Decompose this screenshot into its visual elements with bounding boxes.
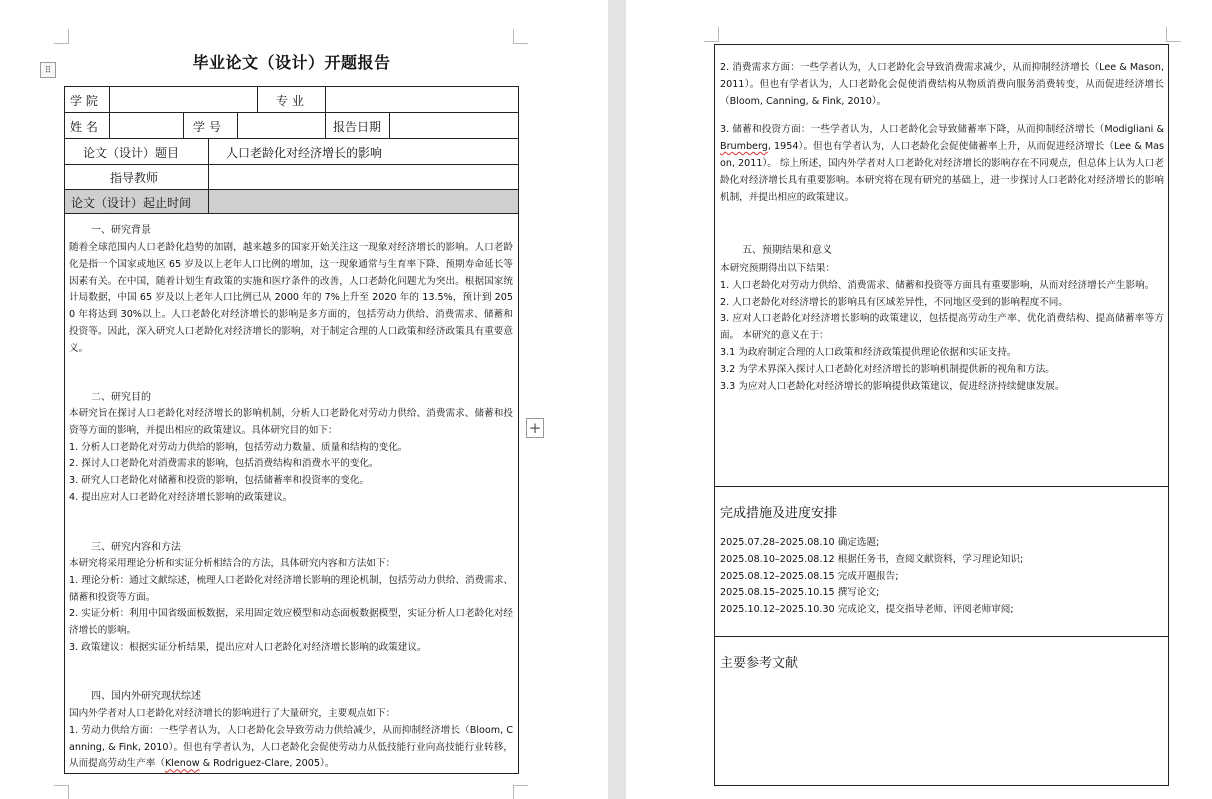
spellcheck-underlined-word[interactable]: Brumberg [720, 141, 768, 153]
table-rule [64, 138, 519, 139]
college-label: 学 院 [70, 94, 98, 108]
table-rule [64, 213, 519, 214]
report-date-label: 报告日期 [333, 120, 382, 134]
paragraph: 本研究预期得出以下结果： [720, 263, 836, 274]
advisor-label: 指导教师 [110, 171, 159, 185]
table-rule [237, 112, 238, 138]
student-id-label: 学 号 [193, 120, 221, 134]
page-gutter [608, 0, 626, 799]
schedule-item: 2025.10.12–2025.10.30 完成论文，提交指导老师、评阅老师审阅; [720, 604, 1014, 616]
section-heading-background: 一、研究背景 [91, 225, 151, 236]
schedule-list[interactable] [720, 535, 1160, 619]
list-item: 3.2 为学术界深入探讨人口老龄化对经济增长的影响机制提供新的视角和方法。 [720, 363, 1055, 375]
list-item: 2. 探讨人口老龄化对消费需求的影响，包括消费结构和消费水平的变化。 [69, 458, 379, 470]
period-label: 论文（设计）起止时间 [71, 196, 192, 210]
table-rule [208, 138, 209, 213]
list-item: 3. 应对人口老龄化对经济增长影响的政策建议，包括提高劳动生产率、优化消费结构、提高储蓄率等方面。 本研究的意义在于： [720, 313, 1164, 342]
list-item [69, 723, 513, 773]
document-title[interactable]: 毕业论文（设计）开题报告 [192, 53, 391, 72]
section-body-expected-results[interactable] [720, 261, 1164, 395]
paragraph: 随着全球范围内人口老龄化趋势的加剧，越来越多的国家开始关注这一现象对经济增长的影响。人口老龄化是指一个国家或地区 65 岁及以上老年人口比例的增加，这一现象通常与生育率下降、预期寿命延长等因素有关。在中国，随着计划生育政策的实施和医疗条件的改善，人口老龄化问题尤为突出。根据国家统计局数据，中国 65 岁及以上老年人口比例已从 2000 年的 7%上升至 2020 年的 13.5%，预计到 2050 年将达到 30%以上。人口老龄化对经济增长的影响是多方面的，包括劳动力供给、消费需求、储蓄和投资等。因此，深入研究人口老龄化对经济增长的影响，对于制定合理的人口政策和经济政策具有重要意义。 [69, 242, 513, 354]
crop-mark [513, 785, 528, 799]
list-item: 1. 分析人口老龄化对劳动力供给的影响，包括劳动力数量、质量和结构的变化。 [69, 441, 408, 453]
section-heading-purpose: 二、研究目的 [91, 392, 151, 403]
crop-mark [54, 785, 69, 799]
table-move-handle-icon[interactable]: ⠿ [40, 62, 56, 78]
table-rule [64, 164, 519, 165]
thesis-title-value[interactable]: 人口老龄化对经济增长的影响 [226, 146, 383, 160]
table-rule [389, 112, 390, 138]
list-item: 1. 理论分析：通过文献综述，梳理人口老龄化对经济增长影响的理论机制，包括劳动力供给、消费需求、储蓄和投资等方面。 [69, 574, 513, 603]
paragraph: 本研究旨在探讨人口老龄化对经济增长的影响机制，分析人口老龄化对劳动力供给、消费需求、储蓄和投资等方面的影响，并提出相应的政策建议。具体研究目的如下： [69, 408, 513, 436]
document-page-right [626, 0, 1212, 799]
table-rule [325, 86, 326, 138]
table-rule [257, 86, 258, 112]
spacer [720, 110, 1164, 122]
list-item [720, 122, 1164, 206]
table-rule [64, 189, 519, 190]
paragraph: 本研究将采用理论分析和实证分析相结合的方法，具体研究内容和方法如下： [69, 558, 396, 569]
section-heading-literature: 四、国内外研究现状综述 [91, 691, 201, 702]
table-rule [109, 86, 110, 138]
section-body-literature-continued[interactable] [720, 60, 1164, 206]
list-item: 2. 人口老龄化对经济增长的影响具有区域差异性，不同地区受到的影响程度不同。 [720, 296, 1068, 308]
list-item: 3.1 为政府制定合理的人口政策和经济政策提供理论依据和实证支持。 [720, 346, 1017, 358]
crop-mark [54, 29, 69, 44]
references-title: 主要参考文献 [720, 656, 799, 671]
name-label: 姓 名 [70, 120, 98, 134]
text-run: 3. 储蓄和投资方面：一些学者认为，人口老龄化会导致储蓄率下降，从而抑制经济增长（Modigliani & [720, 124, 1164, 136]
schedule-item: 2025.07.28–2025.08.10 确定选题; [720, 537, 880, 548]
list-item: 3. 政策建议：根据实证分析结果，提出应对人口老龄化对经济增长影响的政策建议。 [69, 641, 427, 653]
list-item: 3.3 为应对人口老龄化对经济增长的影响提供政策建议，促进经济持续健康发展。 [720, 380, 1065, 392]
list-item: 1. 人口老龄化对劳动力供给、消费需求、储蓄和投资等方面具有重要影响，从而对经济增长产生影响。 [720, 279, 1155, 291]
crop-mark [1166, 27, 1181, 42]
section-heading-expected-results: 五、预期结果和意义 [742, 245, 832, 256]
list-item: 4. 提出应对人口老龄化对经济增长影响的政策建议。 [69, 491, 293, 503]
crop-mark [513, 29, 528, 44]
section-body-literature[interactable] [69, 706, 513, 773]
section-body-methods[interactable] [69, 556, 513, 657]
list-item: 2. 消费需求方面：一些学者认为，人口老龄化会导致消费需求减少，从而抑制经济增长（Lee & Mason, 2011）。但也有学者认为，人口老龄化会促使消费结构从物质消费向服务消费转变，从而促进经济增长（Bloom, Canning, & Fink, 2010）。 [720, 62, 1164, 107]
add-row-plus-icon[interactable]: + [526, 418, 544, 438]
table-rule [714, 486, 1169, 487]
paragraph: 国内外学者对人口老龄化对经济增长的影响进行了大量研究，主要观点如下： [69, 708, 396, 719]
schedule-title: 完成措施及进度安排 [720, 506, 838, 521]
section-heading-methods: 三、研究内容和方法 [91, 542, 181, 553]
spellcheck-underlined-word[interactable]: Klenow [164, 758, 200, 770]
schedule-item: 2025.08.12–2025.08.15 完成开题报告; [720, 570, 899, 582]
table-rule [183, 112, 184, 138]
major-label: 专 业 [276, 94, 304, 108]
section-body-background[interactable] [69, 240, 513, 358]
list-item: 2. 实证分析：利用中国省级面板数据，采用固定效应模型和动态面板数据模型，实证分析人口老龄化对经济增长的影响。 [69, 608, 513, 637]
schedule-item: 2025.08.15–2025.10.15 撰写论文; [720, 587, 880, 599]
list-item: 3. 研究人口老龄化对储蓄和投资的影响，包括储蓄率和投资率的变化。 [69, 475, 370, 487]
thesis-title-label: 论文（设计）题目 [83, 146, 180, 160]
text-run: 1. 劳动力供给方面：一些学者认为，人口老龄化会导致劳动力供给减少，从而抑制经济增长（Bloom, Canning, & Fink, 2010）。但也有学者认为，人口老龄化会促使劳动力从低技能行业向高技能行业转移，从而提高劳动生产率（ [69, 724, 513, 770]
text-run: , 1954）。但也有学者认为，人口老龄化会促使储蓄率上升，从而促进经济增长（Lee & Mason, 2011）。 综上所述，国内外学者对人口老龄化对经济增长的影响存在不同观点，但总体上认为人口老龄化对经济增长具有重要影响。本研究将在现有研究的基础上，进一步探讨人口老龄化对经济增长的影响机制，并提出相应的政策建议。 [720, 141, 1164, 203]
crop-mark [704, 27, 719, 42]
section-body-purpose[interactable] [69, 406, 513, 507]
text-run: & Rodriguez-Clare, 2005）。 [199, 758, 335, 770]
schedule-item: 2025.08.10–2025.08.12 根据任务书，查阅文献资料，学习理论知识; [720, 553, 1024, 565]
table-rule [714, 636, 1169, 637]
table-rule [64, 112, 519, 113]
